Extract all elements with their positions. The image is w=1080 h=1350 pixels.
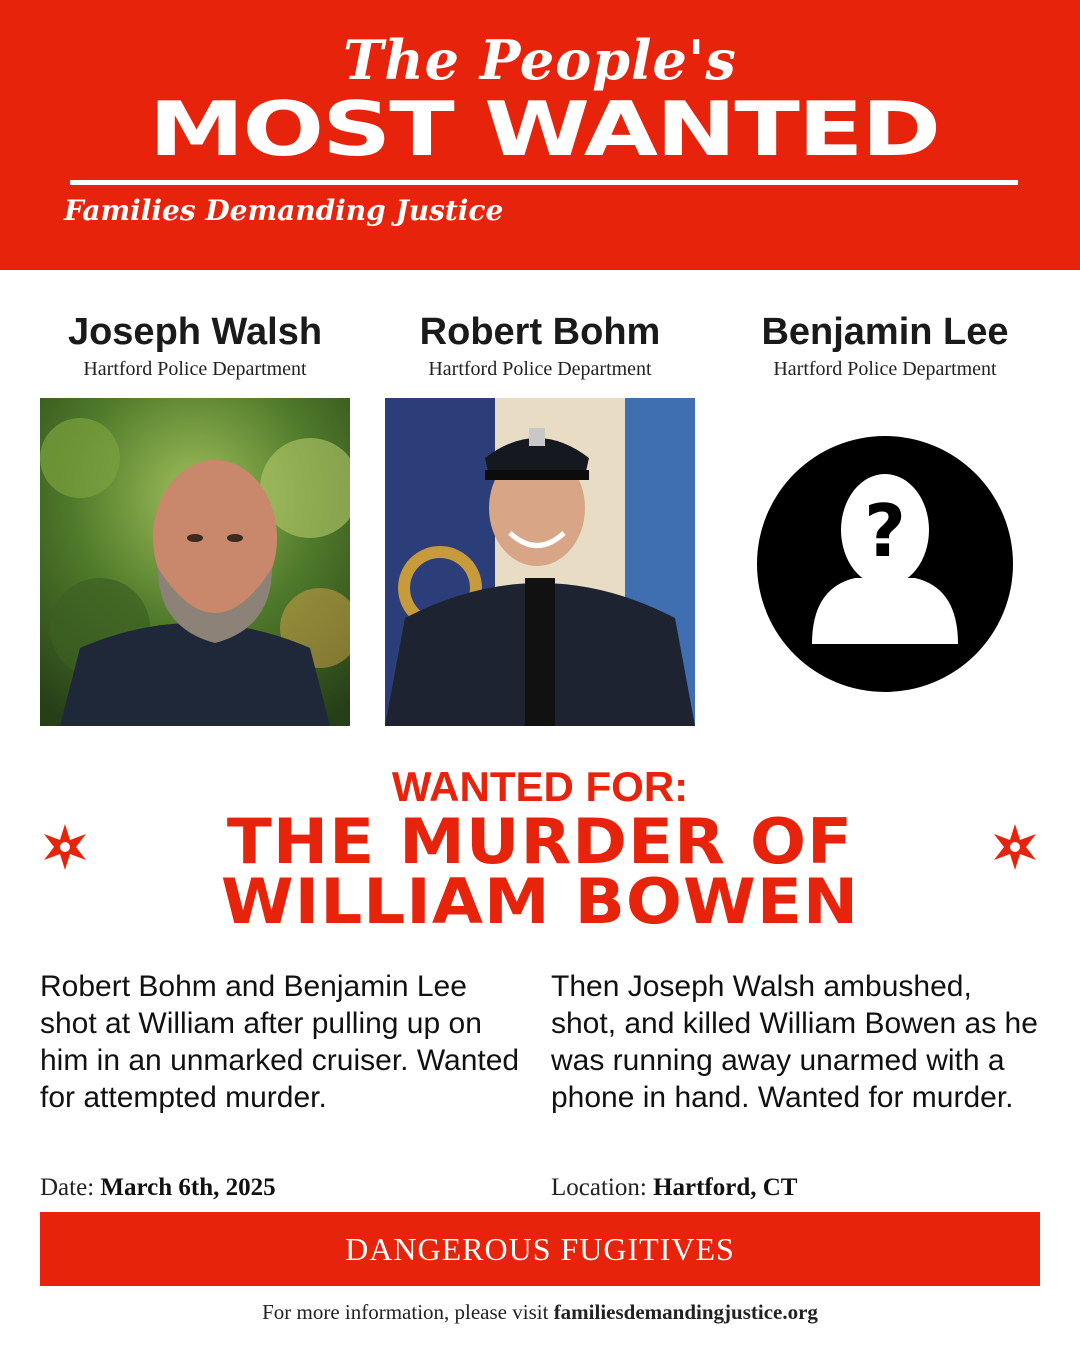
suspect-photo-walsh xyxy=(40,398,350,726)
header-divider xyxy=(70,180,1018,185)
details-right-paragraph: Then Joseph Walsh ambushed, shot, and killed William Bowen as he was running away unarmed with a phone in hand. Wanted for murder. xyxy=(551,970,1038,1114)
suspect-card-lee xyxy=(730,310,1040,381)
details-left-paragraph: Robert Bohm and Benjamin Lee shot at William after pulling up on him in an unmarked cruiser. Wanted for attempted murder. xyxy=(40,970,520,1114)
wanted-for-label: WANTED FOR: xyxy=(391,763,689,810)
location-label: Location: xyxy=(551,1174,647,1201)
suspect-department: Hartford Police Department xyxy=(83,358,307,380)
dangerous-fugitives-banner: DANGEROUS FUGITIVES xyxy=(40,1212,1040,1286)
star-ornament-icon xyxy=(40,822,90,872)
footer xyxy=(0,1300,1080,1325)
suspect-name: Joseph Walsh xyxy=(67,311,323,353)
suspect-card-bohm xyxy=(385,310,695,381)
footer-link[interactable]: familiesdemandingjustice.org xyxy=(553,1300,818,1324)
suspect-photo-bohm xyxy=(385,398,695,726)
suspect-name: Benjamin Lee xyxy=(761,311,1009,353)
date-line xyxy=(40,1174,276,1202)
location-line xyxy=(551,1174,797,1202)
header-script-title: The People's xyxy=(343,28,737,92)
header-banner xyxy=(0,0,1080,270)
header-org-name: Families Demanding Justice xyxy=(64,194,504,227)
crime-line-2: WILLIAM BOWEN xyxy=(220,864,860,939)
crime-line-1: THE MURDER OF xyxy=(226,804,854,879)
suspect-department: Hartford Police Department xyxy=(773,358,997,380)
unknown-person-icon xyxy=(730,398,1040,726)
suspect-name: Robert Bohm xyxy=(419,311,661,353)
date-label: Date: xyxy=(40,1174,95,1201)
star-ornament-icon xyxy=(990,822,1040,872)
suspect-card-walsh xyxy=(40,310,350,381)
header-main-title: MOST WANTED xyxy=(148,85,940,174)
suspect-department: Hartford Police Department xyxy=(428,358,652,380)
date-value: March 6th, 2025 xyxy=(100,1174,276,1201)
crime-title xyxy=(100,804,980,939)
footer-text: For more information, please visit xyxy=(262,1300,549,1324)
location-value: Hartford, CT xyxy=(653,1174,798,1201)
svg-text:?: ? xyxy=(864,489,906,573)
